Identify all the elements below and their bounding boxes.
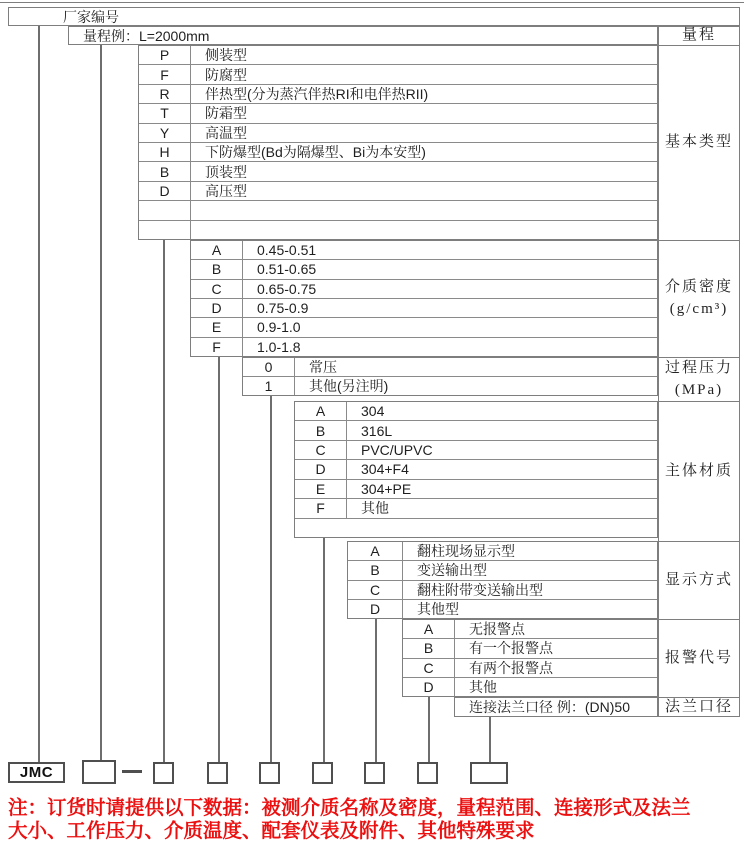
flange-code-box: [470, 762, 508, 784]
code-cell: B: [139, 162, 191, 180]
category-flange-size: [659, 698, 739, 718]
desc-cell: 有两个报警点: [469, 659, 553, 676]
table-row: [295, 402, 657, 421]
code-cell: D: [348, 600, 403, 618]
table-row: [295, 460, 657, 479]
desc-cell: 无报警点: [469, 621, 525, 638]
category-process-pressure: [659, 358, 739, 402]
desc-cell: 防霜型: [205, 105, 247, 122]
code-cell: 1: [243, 377, 295, 395]
model-code-box: [8, 762, 65, 783]
table-row: [348, 581, 657, 600]
category-label: 过程压力: [664, 359, 733, 376]
desc-cell: 1.0-1.8: [257, 338, 301, 355]
table-row: [295, 499, 657, 518]
code-cell: B: [295, 421, 347, 439]
code-cell: C: [403, 659, 455, 677]
flange-size-label: 连接法兰口径 例：(DN)50: [469, 699, 631, 715]
desc-cell: 下防爆型(Bd为隔爆型、Bi为本安型): [205, 144, 426, 161]
category-label-column: [658, 26, 740, 717]
connector-material: [323, 538, 325, 762]
table-row: [295, 480, 657, 499]
order-note: [8, 797, 748, 843]
desc-cell: 翻柱附带变送输出型: [417, 581, 543, 598]
medium-density-table: [190, 240, 658, 357]
category-display-mode: [659, 542, 739, 620]
factory-code-row: [8, 7, 740, 26]
pressure-code-box: [259, 762, 280, 784]
table-row: [295, 421, 657, 440]
code-cell: P: [139, 46, 191, 64]
code-cell: E: [295, 480, 347, 498]
code-cell: C: [348, 581, 403, 599]
connector-density: [218, 357, 220, 762]
desc-cell: 防腐型: [205, 66, 247, 83]
category-basic-type: [659, 46, 739, 241]
table-row: [348, 561, 657, 580]
code-cell: D: [403, 678, 455, 696]
desc-cell: 304+PE: [361, 480, 412, 497]
basic-type-code-box: [153, 762, 174, 784]
code-cell: C: [295, 441, 347, 459]
code-cell: C: [191, 280, 243, 298]
body-material-table: [294, 401, 658, 538]
desc-cell: 0.75-0.9: [257, 300, 309, 317]
table-row: [191, 280, 657, 299]
category-label: 基本类型: [664, 134, 733, 151]
table-row: [191, 318, 657, 337]
alarm-code-box: [417, 762, 438, 784]
desc-cell: 304: [361, 403, 385, 420]
connector-display: [375, 619, 377, 762]
code-cell: Y: [139, 124, 191, 142]
category-label: 显示方式: [664, 571, 733, 588]
code-cell: A: [191, 241, 243, 259]
desc-cell: 0.45-0.51: [257, 242, 317, 259]
category-label: 报警代号: [664, 649, 733, 666]
category-label: 量程: [681, 27, 716, 44]
connector-range: [100, 45, 102, 760]
table-row: [348, 600, 657, 618]
table-row: [139, 182, 657, 201]
code-cell: D: [139, 182, 191, 200]
table-row: [348, 542, 657, 561]
table-row: [139, 162, 657, 181]
table-row: [403, 620, 657, 639]
factory-code-label: 厂家编号: [63, 8, 119, 25]
desc-cell: 高压型: [205, 183, 247, 200]
display-mode-table: [347, 541, 658, 619]
top-border-line: [0, 2, 744, 3]
code-cell: B: [191, 260, 243, 278]
code-cell: B: [403, 639, 455, 657]
category-label: 法兰口径: [664, 699, 733, 716]
alarm-code-table: [402, 619, 658, 697]
connector-factory-code: [38, 26, 40, 762]
desc-cell: 其他型: [417, 600, 459, 617]
desc-cell: PVC/UPVC: [361, 442, 433, 459]
desc-cell: 0.65-0.75: [257, 280, 317, 297]
desc-cell: 变送输出型: [417, 562, 487, 579]
table-row: [295, 441, 657, 460]
table-row: [191, 338, 657, 356]
table-row: [403, 659, 657, 678]
category-label: 介质密度: [664, 279, 733, 296]
table-row: [139, 221, 657, 239]
table-row: [139, 85, 657, 104]
table-row-empty: [295, 519, 657, 537]
density-code-box: [207, 762, 228, 784]
basic-type-table: [138, 45, 658, 240]
code-cell: B: [348, 561, 403, 579]
category-body-material: [659, 402, 739, 542]
table-row: [455, 698, 657, 716]
desc-cell: 其他: [469, 678, 497, 695]
table-row: [191, 299, 657, 318]
connector-alarm: [428, 697, 430, 762]
connector-pressure: [270, 396, 272, 762]
category-medium-density: [659, 241, 739, 358]
desc-cell: 304+F4: [361, 461, 409, 478]
table-row: [139, 201, 657, 220]
table-row: [243, 358, 657, 377]
category-unit: (MPa): [674, 381, 724, 398]
display-code-box: [364, 762, 385, 784]
code-cell: H: [139, 143, 191, 161]
table-row: [191, 260, 657, 279]
material-code-box: [312, 762, 333, 784]
flange-size-row: [454, 697, 658, 717]
table-row: [139, 104, 657, 123]
desc-cell: 高温型: [205, 124, 247, 141]
code-cell: A: [295, 402, 347, 420]
code-cell: [139, 221, 191, 239]
order-note-line2: 大小、工作压力、介质温度、配套仪表及附件、其他特殊要求: [8, 820, 535, 842]
code-cell: E: [191, 318, 243, 336]
code-cell: 0: [243, 358, 295, 376]
desc-cell: 其他: [361, 500, 389, 517]
category-alarm-code: [659, 620, 739, 698]
code-cell: R: [139, 85, 191, 103]
table-row: [403, 639, 657, 658]
category-range: [659, 27, 739, 46]
desc-cell: 侧装型: [205, 47, 247, 64]
desc-cell: 有一个报警点: [469, 640, 553, 657]
desc-cell: 316L: [361, 422, 393, 439]
desc-cell: 伴热型(分为蒸汽伴热RI和电伴热RII): [205, 86, 429, 103]
code-cell: [139, 201, 191, 219]
desc-cell: 常压: [309, 359, 337, 375]
code-cell: F: [139, 65, 191, 83]
desc-cell: [191, 201, 657, 219]
table-row: [243, 377, 657, 395]
table-row: [139, 46, 657, 65]
process-pressure-table: [242, 357, 658, 396]
order-note-line1: 注：订货时请提供以下数据：被测介质名称及密度，量程范围、连接形式及法兰: [8, 797, 691, 819]
connector-flange: [489, 717, 491, 762]
code-cell: F: [191, 338, 243, 356]
range-example-row: [68, 26, 658, 45]
code-cell: F: [295, 499, 347, 517]
category-unit: (g/cm³): [669, 301, 729, 317]
desc-cell: [191, 221, 657, 239]
range-code-box: [82, 760, 116, 784]
code-cell: D: [295, 460, 347, 478]
desc-cell: 0.51-0.65: [257, 261, 317, 278]
table-row: [191, 241, 657, 260]
code-cell: D: [191, 299, 243, 317]
table-row: [139, 65, 657, 84]
code-cell: T: [139, 104, 191, 122]
table-row: [139, 143, 657, 162]
desc-cell: 0.9-1.0: [257, 319, 301, 336]
code-cell: A: [348, 542, 403, 560]
code-cell: A: [403, 620, 455, 638]
model-code-label: JMC: [19, 764, 54, 781]
table-row: [139, 124, 657, 143]
empty-cell: [295, 519, 657, 537]
desc-cell: 翻柱现场显示型: [417, 543, 515, 560]
table-row: [403, 678, 657, 696]
range-example-label: 量程例：L=2000mm: [83, 27, 210, 44]
desc-cell: 顶装型: [205, 163, 247, 180]
desc-cell: 其他(另注明): [309, 378, 389, 394]
category-label: 主体材质: [664, 462, 733, 479]
connector-basic-type: [163, 240, 165, 762]
dash-separator: [122, 770, 142, 773]
